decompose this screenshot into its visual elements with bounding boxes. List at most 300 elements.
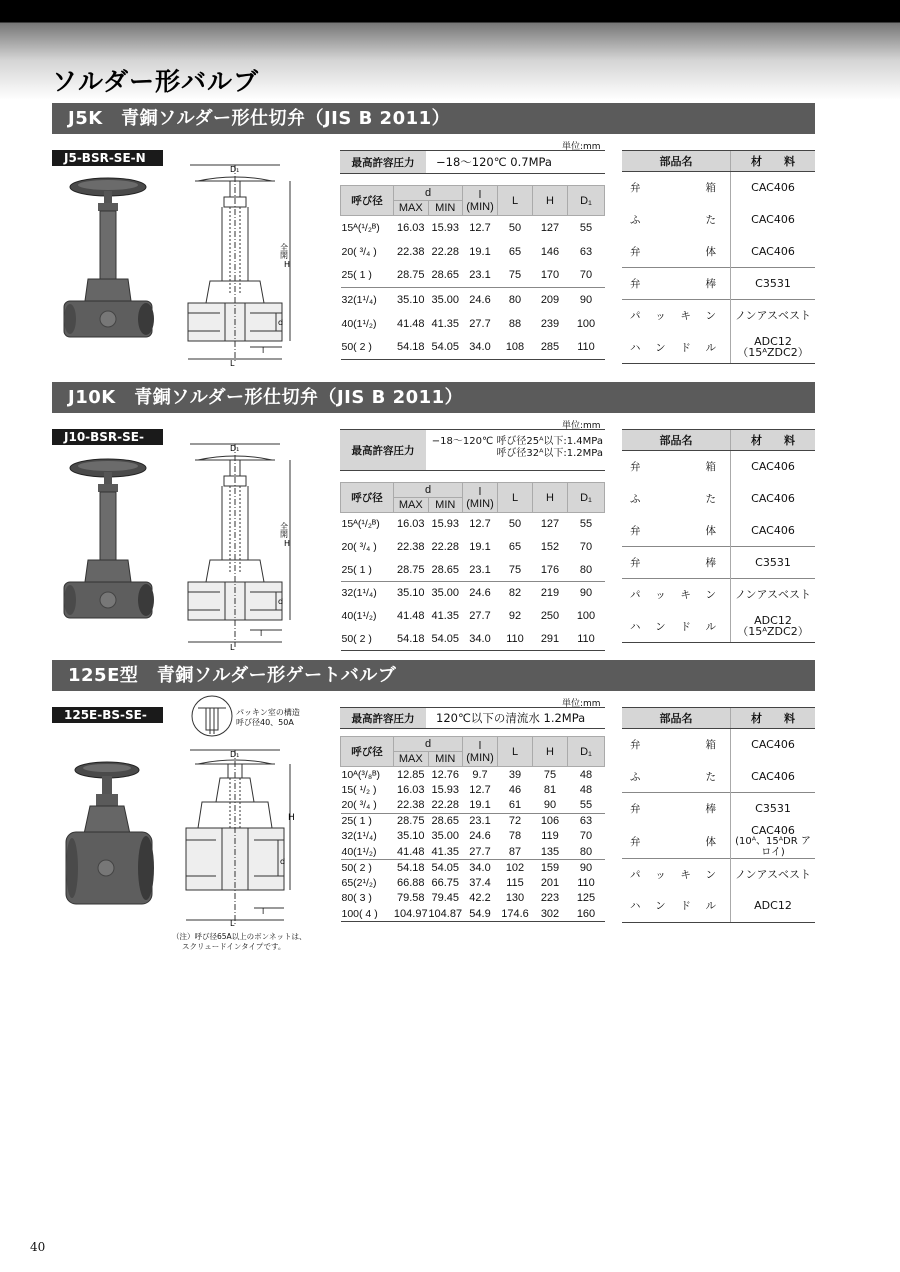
unit-label: 単位:mm — [562, 142, 601, 152]
cell-min: 104.87 — [428, 907, 463, 920]
part-material — [731, 611, 816, 643]
valve-photo — [58, 173, 158, 353]
pressure-label: 最高許容圧力 — [340, 708, 426, 728]
cell-H: 209 — [533, 288, 568, 312]
cell-min: 79.45 — [431, 892, 460, 905]
label-l: l — [262, 907, 265, 916]
col-H: H — [533, 186, 568, 216]
section-header: J10K 青銅ソルダー形仕切弁（JIS B 2011） — [52, 382, 815, 413]
part-material-line: CAC406 — [751, 460, 795, 474]
inset-note-line-2: 呼び径40、50A — [236, 718, 294, 727]
col-min: MIN — [428, 498, 463, 513]
cell-max: 28.75 — [394, 813, 429, 829]
cell-min: 28.65 — [428, 813, 463, 829]
table-row — [341, 513, 605, 536]
part-name: パッキン — [622, 300, 731, 332]
cell-l: 34.0 — [463, 336, 498, 360]
pressure-label: 最高許容圧力 — [340, 430, 426, 470]
cell-nom: 40(1¹/₂) — [341, 610, 377, 622]
cell-l: 24.6 — [469, 830, 491, 843]
cell-nom: 40(1¹/₂) — [341, 845, 377, 858]
cell-l: 34.0 — [463, 628, 498, 651]
cell-H: 291 — [533, 628, 568, 651]
page-title: ソルダー形バルブ — [52, 67, 260, 96]
parts-row — [622, 204, 815, 236]
dimension-table — [340, 736, 605, 922]
pressure-row — [340, 429, 605, 471]
part-name: パッキン — [622, 858, 731, 890]
dimension-table — [340, 482, 605, 651]
col-part-name: 部品名 — [622, 430, 731, 451]
parts-row — [622, 579, 815, 611]
cell-max: 66.88 — [396, 876, 425, 889]
cell-D1: 70 — [579, 269, 593, 282]
cell-L: 110 — [498, 628, 533, 651]
label-L: L — [230, 643, 235, 652]
cell-nom: 100( 4 ) — [341, 906, 394, 922]
parts-row — [622, 332, 815, 364]
parts-row — [622, 268, 815, 300]
col-d: d — [394, 186, 463, 201]
cell-D1: 80 — [579, 563, 593, 576]
cell-max: 16.03 — [396, 221, 425, 234]
part-material — [731, 825, 816, 859]
part-name: ふた — [630, 214, 716, 226]
part-material-line: CAC406 — [751, 823, 795, 837]
cell-min: 22.28 — [431, 541, 460, 553]
part-name: 弁棒 — [622, 547, 731, 579]
cell-min: 41.35 — [431, 610, 460, 622]
parts-row — [622, 483, 815, 515]
part-name: 弁棒 — [622, 268, 731, 300]
cell-L: 102 — [498, 860, 533, 876]
part-material — [731, 579, 816, 611]
cell-nom: 32(1¹/₄) — [341, 830, 377, 843]
part-material — [731, 451, 816, 483]
parts-body — [622, 172, 815, 364]
table-row — [341, 891, 605, 907]
cell-L: 130 — [505, 892, 525, 905]
parts-table — [622, 150, 815, 364]
cell-nom: 50( 2 ) — [341, 336, 394, 360]
col-part-name: 部品名 — [622, 708, 731, 729]
cell-min: 28.65 — [431, 269, 460, 282]
cell-D1: 160 — [568, 906, 605, 922]
cell-D1: 90 — [568, 288, 605, 312]
cell-L: 174.6 — [498, 906, 533, 922]
parts-table — [622, 707, 815, 923]
cell-L: 108 — [498, 336, 533, 360]
cell-H: 135 — [540, 845, 560, 858]
cell-max: 41.48 — [396, 845, 425, 858]
cell-l: 42.2 — [469, 892, 491, 905]
cell-D1: 70 — [579, 541, 593, 553]
label-L: L — [230, 919, 235, 928]
cell-max: 35.10 — [394, 288, 429, 312]
col-L: L — [498, 483, 533, 513]
col-part-name: 部品名 — [622, 151, 731, 172]
table-row — [341, 312, 605, 336]
table-row — [341, 829, 605, 845]
cross-section-drawing — [180, 163, 300, 368]
cell-min: 41.35 — [431, 845, 460, 858]
cell-nom: 20( ³/₄ ) — [341, 245, 377, 258]
cell-l: 12.7 — [469, 518, 491, 531]
section-header: 125E型 青銅ソルダー形ゲートバルブ — [52, 660, 815, 691]
cell-nom: 40(1¹/₂) — [341, 317, 377, 330]
part-material — [731, 483, 816, 515]
cell-L: 65 — [508, 245, 522, 258]
parts-body — [622, 451, 815, 643]
cell-L: 87 — [508, 845, 522, 858]
cell-min: 35.00 — [431, 830, 460, 843]
part-material-line-2: (10ᴬ、15ᴬDR アロイ) — [735, 835, 811, 858]
valve-photo — [62, 758, 162, 918]
dimension-table — [340, 185, 605, 360]
table-row — [341, 628, 605, 651]
cell-H: 219 — [533, 582, 568, 605]
cell-min: 15.93 — [431, 783, 460, 796]
cell-l: 54.9 — [463, 906, 498, 922]
cell-nom: 25( 1 ) — [341, 563, 372, 576]
label-l: l — [262, 346, 265, 355]
cell-max: 54.18 — [394, 860, 429, 876]
cell-H: 170 — [540, 269, 560, 282]
label-D1: D₁ — [230, 750, 240, 759]
col-D1: D₁ — [568, 483, 605, 513]
part-name: ハンドル — [622, 611, 731, 643]
cell-max: 41.48 — [396, 610, 425, 622]
cell-L: 78 — [508, 830, 522, 843]
part-material-line: ADC12 — [754, 899, 792, 913]
cell-L: 115 — [506, 876, 524, 889]
cell-H: 127 — [540, 221, 560, 234]
cell-L: 88 — [508, 317, 522, 330]
table-row — [341, 875, 605, 891]
col-l: l (MIN) — [463, 737, 498, 767]
part-material-line: ADC12（15ᴬZDC2） — [737, 335, 809, 360]
pressure-value: 120℃以下の清流水 1.2MPa — [436, 711, 586, 725]
part-name: ハンドル — [622, 890, 731, 922]
parts-row — [622, 547, 815, 579]
col-min: MIN — [428, 752, 463, 767]
cell-max: 22.38 — [396, 245, 425, 258]
part-material — [731, 268, 816, 300]
part-material-line: ノンアスベスト — [734, 309, 812, 323]
parts-row — [622, 729, 815, 761]
cell-max: 54.18 — [394, 336, 429, 360]
part-material-line: ADC12（15ᴬZDC2） — [737, 614, 809, 639]
footnote-line-2: スクリュードインタイプです。 — [182, 942, 286, 951]
cell-max: 22.38 — [396, 799, 425, 811]
cell-H: 239 — [540, 317, 560, 330]
col-D1: D₁ — [568, 186, 605, 216]
part-name: 弁体 — [630, 524, 716, 537]
cell-l: 19.1 — [469, 799, 491, 811]
label-full-open: 全開 — [279, 522, 289, 538]
col-L: L — [498, 737, 533, 767]
part-material-line: CAC406 — [751, 738, 795, 752]
parts-row — [622, 761, 815, 793]
col-max: MAX — [394, 752, 429, 767]
cell-L: 75 — [508, 563, 522, 576]
cell-D1: 100 — [576, 610, 596, 622]
cell-H: 285 — [533, 336, 568, 360]
table-body — [341, 767, 605, 922]
cell-L: 50 — [508, 221, 522, 234]
cell-min: 22.28 — [431, 799, 460, 811]
table-row — [341, 336, 605, 360]
cell-max: 28.75 — [396, 563, 425, 576]
cell-max: 16.03 — [396, 518, 425, 531]
cell-D1: 100 — [576, 317, 596, 330]
pressure-label: 最高許容圧力 — [340, 151, 426, 173]
cell-D1: 110 — [568, 336, 605, 360]
parts-row — [622, 858, 815, 890]
cell-L: 61 — [508, 799, 522, 811]
pressure-row — [340, 707, 605, 729]
cell-l: 34.0 — [463, 860, 498, 876]
label-d: d — [278, 318, 284, 327]
table-row — [341, 906, 605, 922]
cell-D1: 125 — [576, 892, 596, 905]
packing-inset-drawing — [190, 694, 234, 738]
cell-H: 201 — [540, 876, 560, 889]
cell-l: 19.1 — [469, 245, 491, 258]
label-D1: D₁ — [230, 165, 240, 174]
cell-H: 302 — [533, 906, 568, 922]
cell-min: 35.00 — [428, 582, 463, 605]
col-H: H — [533, 483, 568, 513]
cell-nom: 25( 1 ) — [341, 813, 394, 829]
part-material-line: CAC406 — [751, 769, 795, 783]
model-tag: J5-BSR-SE-N — [52, 150, 163, 166]
pressure-value — [426, 430, 605, 470]
part-material — [731, 300, 816, 332]
cell-D1: 110 — [577, 876, 595, 889]
cell-H: 127 — [540, 518, 560, 531]
part-name: ハンドル — [622, 332, 731, 364]
section-header: J5K 青銅ソルダー形仕切弁（JIS B 2011） — [52, 103, 815, 134]
cell-nom: 15ᴬ(¹/₂ᴮ) — [341, 518, 380, 531]
cell-min: 54.05 — [428, 336, 463, 360]
unit-label: 単位:mm — [562, 421, 601, 431]
cell-L: 65 — [508, 541, 522, 553]
cell-max: 79.58 — [396, 892, 425, 905]
part-name: 弁体 — [630, 835, 716, 848]
part-material — [731, 515, 816, 547]
part-name: ふた — [630, 493, 716, 505]
parts-row — [622, 300, 815, 332]
cell-D1: 110 — [568, 628, 605, 651]
cell-nom: 80( 3 ) — [341, 892, 372, 905]
part-material-line: CAC406 — [751, 213, 795, 226]
cell-H: 152 — [540, 541, 560, 553]
part-material-line: CAC406 — [751, 181, 795, 195]
part-material — [731, 236, 816, 268]
label-H: H — [284, 260, 291, 269]
cell-L: 50 — [508, 518, 522, 531]
table-row — [341, 582, 605, 605]
cell-l: 24.6 — [463, 288, 498, 312]
table-row — [341, 782, 605, 798]
cell-max: 12.85 — [396, 768, 425, 781]
part-name: 弁箱 — [630, 739, 716, 752]
table-body — [341, 513, 605, 651]
part-material — [731, 332, 816, 364]
part-name: 弁箱 — [630, 461, 716, 474]
pressure-value-line-1: −18～120℃ 呼び径25ᴬ以下:1.4MPa — [431, 436, 603, 447]
cell-L: 39 — [508, 768, 522, 781]
cell-H: 250 — [540, 610, 560, 622]
cross-section-drawing — [180, 748, 300, 928]
cell-min: 66.75 — [431, 876, 460, 889]
label-L: L — [230, 359, 235, 368]
cell-l: 9.7 — [472, 768, 488, 781]
cell-l: 27.7 — [469, 610, 491, 622]
table-row — [341, 798, 605, 814]
part-material-line: ノンアスベスト — [734, 867, 812, 881]
cell-nom: 32(1¹/₄) — [341, 582, 394, 605]
part-name: ふた — [630, 770, 716, 783]
part-material-line: CAC406 — [751, 492, 795, 505]
cell-nom: 65(2¹/₂) — [341, 876, 377, 889]
table-row — [341, 240, 605, 264]
col-d: d — [394, 737, 463, 752]
cell-D1: 63 — [579, 245, 593, 258]
cell-D1: 55 — [579, 518, 593, 531]
cell-l: 12.7 — [469, 221, 491, 234]
cell-min: 28.65 — [431, 563, 460, 576]
cell-nom: 20( ³/₄ ) — [341, 799, 377, 811]
cell-H: 119 — [541, 830, 559, 843]
parts-body — [622, 729, 815, 923]
cell-min: 15.93 — [431, 518, 460, 531]
parts-row — [622, 451, 815, 483]
parts-table — [622, 429, 815, 643]
part-material — [731, 172, 816, 204]
cell-min: 15.93 — [431, 221, 460, 234]
table-row — [341, 536, 605, 559]
cell-l: 27.7 — [469, 845, 491, 858]
cell-l: 27.7 — [469, 317, 491, 330]
cross-section-drawing — [180, 442, 300, 652]
parts-row — [622, 236, 815, 268]
cell-D1: 80 — [579, 845, 593, 858]
cell-D1: 63 — [568, 813, 605, 829]
cell-nom: 20( ³/₄ ) — [341, 541, 377, 553]
cell-D1: 55 — [579, 799, 593, 811]
cell-l: 24.6 — [463, 582, 498, 605]
inset-note-line-1: パッキン室の構造 — [236, 708, 300, 717]
cell-H: 75 — [543, 768, 557, 781]
label-full-open: 全開 — [279, 243, 289, 259]
part-material-line: C3531 — [755, 556, 791, 569]
part-material — [731, 729, 816, 761]
col-max: MAX — [394, 498, 429, 513]
cell-nom: 50( 2 ) — [341, 628, 394, 651]
table-row — [341, 767, 605, 783]
parts-row — [622, 172, 815, 204]
cell-H: 176 — [540, 563, 560, 576]
cell-nom: 10ᴬ(³/₈ᴮ) — [341, 768, 381, 781]
pressure-value: −18～120℃ 0.7MPa — [436, 155, 552, 169]
footnote — [172, 932, 306, 952]
col-min: MIN — [428, 201, 463, 216]
part-material — [731, 204, 816, 236]
label-H: H — [288, 813, 295, 823]
pressure-value-line-2: 呼び径32ᴬ以下:1.2MPa — [496, 448, 603, 459]
unit-label: 単位:mm — [562, 699, 601, 709]
cell-D1: 48 — [579, 768, 593, 781]
cell-H: 146 — [540, 245, 560, 258]
cell-l: 23.1 — [469, 269, 491, 282]
table-row — [341, 264, 605, 288]
cell-H: 106 — [533, 813, 568, 829]
cell-max: 28.75 — [396, 269, 425, 282]
cell-D1: 90 — [568, 582, 605, 605]
cell-L: 82 — [498, 582, 533, 605]
part-material-line: C3531 — [755, 277, 791, 290]
cell-H: 223 — [540, 892, 560, 905]
cell-H: 90 — [543, 799, 557, 811]
col-L: L — [498, 186, 533, 216]
cell-max: 35.10 — [394, 582, 429, 605]
part-material — [731, 793, 816, 825]
cell-min: 41.35 — [431, 317, 460, 330]
cell-min: 35.00 — [428, 288, 463, 312]
cell-l: 37.4 — [469, 876, 491, 889]
table-row — [341, 605, 605, 628]
cell-max: 22.38 — [396, 541, 425, 553]
part-material — [731, 547, 816, 579]
label-H: H — [284, 539, 291, 548]
part-material-line: ノンアスベスト — [734, 588, 812, 602]
cell-l: 19.1 — [469, 541, 491, 553]
parts-row — [622, 515, 815, 547]
label-d: d — [280, 857, 286, 866]
table-row — [341, 844, 605, 860]
label-D1: D₁ — [230, 444, 240, 453]
cell-D1: 55 — [579, 221, 593, 234]
cell-max: 16.03 — [396, 783, 425, 796]
cell-D1: 48 — [579, 783, 593, 796]
col-H: H — [533, 737, 568, 767]
pressure-row — [340, 150, 605, 174]
col-max: MAX — [394, 201, 429, 216]
cell-max: 41.48 — [396, 317, 425, 330]
part-material-line: CAC406 — [751, 523, 795, 537]
cell-D1: 70 — [579, 830, 593, 843]
cell-L: 92 — [508, 610, 522, 622]
table-row — [341, 288, 605, 312]
model-tag: 125E-BS-SE-N — [52, 707, 163, 723]
page-number: 40 — [30, 1240, 46, 1254]
cell-min: 22.28 — [431, 245, 460, 258]
table-body — [341, 216, 605, 360]
cell-nom: 50( 2 ) — [341, 860, 394, 876]
cell-nom: 32(1¹/₄) — [341, 288, 394, 312]
valve-photo — [58, 454, 158, 634]
col-material: 材 料 — [731, 708, 816, 729]
cell-H: 81 — [543, 783, 557, 796]
table-row — [341, 813, 605, 829]
cell-L: 75 — [508, 269, 522, 282]
col-l: l (MIN) — [463, 483, 498, 513]
model-tag: J10-BSR-SE-N — [52, 429, 163, 445]
col-d: d — [394, 483, 463, 498]
table-row — [341, 216, 605, 240]
